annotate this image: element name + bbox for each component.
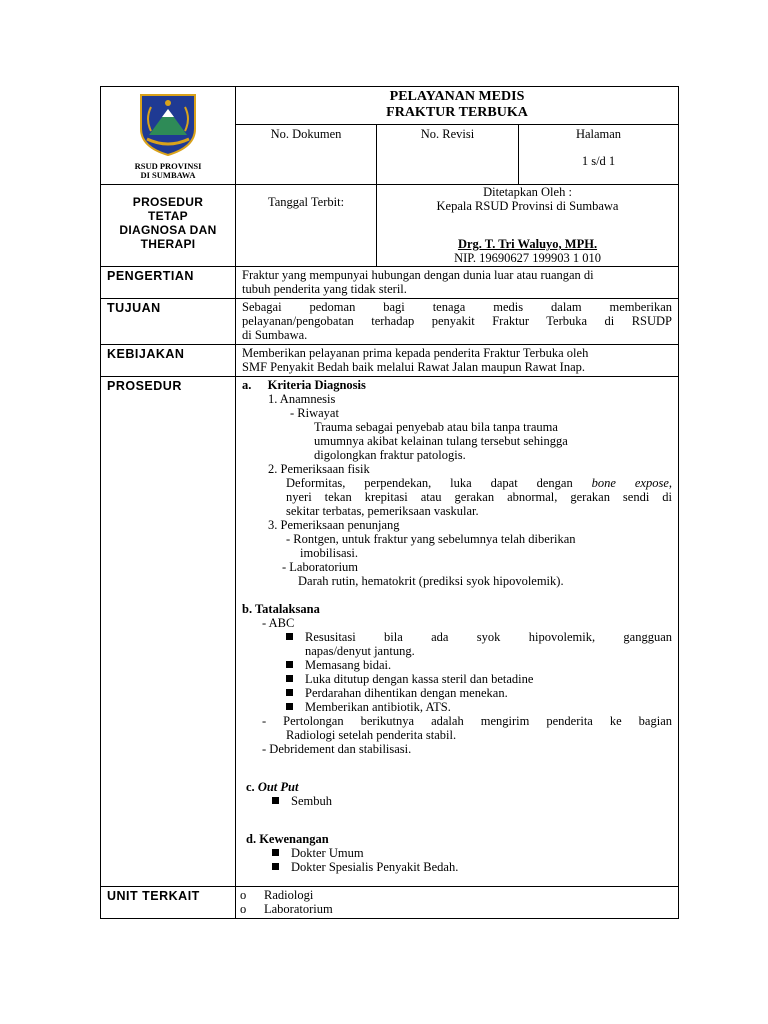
rontgen-line2: imobilisasi. xyxy=(300,546,358,560)
kepala-label: Kepala RSUD Provinsi di Sumbawa xyxy=(436,199,619,213)
bullet-icon xyxy=(272,849,279,856)
penunjang-heading: 3. Pemeriksaan penunjang xyxy=(268,518,400,532)
circle-bullet-icon: o xyxy=(240,888,247,902)
bullet-icon xyxy=(272,863,279,870)
kebijakan-line2: SMF Penyakit Bedah baik melalui Rawat Jalan maupun Rawat Inap. xyxy=(242,360,585,374)
prosedur-tetap-line3: DIAGNOSA DAN xyxy=(119,223,217,237)
title-line1: PELAYANAN MEDIS xyxy=(389,89,525,104)
tanggal-terbit-label: Tanggal Terbit: xyxy=(267,195,345,209)
riwayat-line3: digolongkan fraktur patologis. xyxy=(314,448,466,462)
pf-line1-text: Deformitas, perpendekan, luka dapat dengan xyxy=(286,476,592,490)
abc-item-1-cont: napas/denyut jantung. xyxy=(305,644,415,658)
tujuan-label: TUJUAN xyxy=(101,299,236,345)
kebijakan-line1: Memberikan pelayanan prima kepada penderita Fraktur Terbuka oleh xyxy=(242,346,589,360)
prosedur-tetap-line2: TETAP xyxy=(148,209,188,223)
abc-item-2 xyxy=(242,658,672,672)
section-c-marker: c. xyxy=(246,780,255,794)
abc-heading: - ABC xyxy=(262,616,295,630)
unit-item-2-text: Laboratorium xyxy=(264,902,333,916)
bullet-icon xyxy=(286,675,293,682)
kewenangan-item-2 xyxy=(242,860,672,874)
pf-line1-emphasis: bone expose xyxy=(591,476,669,490)
kebijakan-label: KEBIJAKAN xyxy=(101,345,236,377)
rontgen-line1: - Rontgen, untuk fraktur yang sebelumnya telah diberikan xyxy=(286,532,576,546)
signer-name: Drg. T. Tri Waluyo, MPH. xyxy=(457,237,598,251)
pengertian-content xyxy=(236,267,679,299)
no-dokumen-cell xyxy=(236,125,377,185)
abc-item-5-text: Memberikan antibiotik, ATS. xyxy=(305,700,451,714)
prosedur-tetap-line1: PROSEDUR xyxy=(132,195,204,209)
pemeriksaan-fisik-line2: nyeri tekan krepitasi atau gerakan abnormal, gerakan sendi di xyxy=(286,490,673,504)
bullet-icon xyxy=(272,797,279,804)
pengertian-label: PENGERTIAN xyxy=(101,267,236,299)
pengertian-line1: Fraktur yang mempunyai hubungan dengan dunia luar atau ruangan di xyxy=(242,268,594,282)
pertolongan-line2: Radiologi setelah penderita stabil. xyxy=(286,728,457,742)
pf-line1-post: , xyxy=(668,476,673,490)
sop-document-table xyxy=(100,86,679,919)
abc-item-4-text: Perdarahan dihentikan dengan menekan. xyxy=(305,686,508,700)
abc-item-5 xyxy=(242,700,672,714)
pengertian-line2: tubuh penderita yang tidak steril. xyxy=(242,282,407,296)
tujuan-line3: di Sumbawa. xyxy=(242,328,308,342)
output-item-text: Sembuh xyxy=(291,794,332,808)
prosedur-label: PROSEDUR xyxy=(101,377,236,887)
pemeriksaan-fisik-line3: sekitar terbatas, pemeriksaan vaskular. xyxy=(286,504,479,518)
section-a-marker: a. xyxy=(242,378,252,392)
prosedur-tetap-line4: THERAPI xyxy=(140,237,196,251)
tujuan-line1: Sebagai pedoman bagi tenaga medis dalam memberikan xyxy=(242,300,673,314)
laboratorium-detail: Darah rutin, hematokrit (prediksi syok hipovolemik). xyxy=(298,574,564,588)
abc-item-1-text: Resusitasi bila ada syok hipovolemik, gangguan xyxy=(305,630,673,644)
ditetapkan-cell xyxy=(377,185,679,267)
tanggal-terbit-cell xyxy=(236,185,377,267)
hospital-name-line1: RSUD PROVINSI xyxy=(134,161,202,171)
riwayat-heading: - Riwayat xyxy=(290,406,339,420)
section-a-title: Kriteria Diagnosis xyxy=(267,378,366,392)
abc-item-3 xyxy=(242,672,672,686)
unit-item-2 xyxy=(240,902,672,916)
nip-label: NIP. 19690627 199903 1 010 xyxy=(454,251,601,265)
unit-item-1-text: Radiologi xyxy=(264,888,314,902)
bullet-icon xyxy=(286,703,293,710)
debridement-item: - Debridement dan stabilisasi. xyxy=(262,742,412,756)
anamnesis-heading: 1. Anamnesis xyxy=(268,392,336,406)
unit-item-1 xyxy=(240,888,672,902)
section-d-title: d. Kewenangan xyxy=(246,832,329,846)
document-title-cell xyxy=(236,87,679,125)
unit-terkait-content xyxy=(236,887,679,919)
circle-bullet-icon: o xyxy=(240,902,247,916)
logo-cell xyxy=(101,87,236,185)
kewenangan-item-2-text: Dokter Spesialis Penyakit Bedah. xyxy=(291,860,459,874)
no-revisi-label: No. Revisi xyxy=(420,127,475,141)
abc-item-3-text: Luka ditutup dengan kassa steril dan betadine xyxy=(305,672,534,686)
kebijakan-content xyxy=(236,345,679,377)
hospital-name-line2: DI SUMBAWA xyxy=(140,170,196,180)
halaman-value: 1 s/d 1 xyxy=(581,154,616,168)
section-b-title: b. Tatalaksana xyxy=(242,602,320,616)
tujuan-content xyxy=(236,299,679,345)
section-c-title: Out Put xyxy=(257,780,299,794)
abc-item-4 xyxy=(242,686,672,700)
laboratorium-heading: - Laboratorium xyxy=(282,560,359,574)
riwayat-line1: Trauma sebagai penyebab atau bila tanpa trauma xyxy=(314,420,558,434)
kewenangan-item-1 xyxy=(242,846,672,860)
bullet-icon xyxy=(286,633,293,640)
hospital-logo-icon xyxy=(135,91,201,157)
riwayat-line2: umumnya akibat kelainan tulang tersebut sehingga xyxy=(314,434,568,448)
no-dokumen-label: No. Dokumen xyxy=(270,127,342,141)
abc-item-2-text: Memasang bidai. xyxy=(305,658,392,672)
output-item xyxy=(242,794,672,808)
pemeriksaan-fisik-line1 xyxy=(242,476,672,490)
prosedur-tetap-cell xyxy=(101,185,236,267)
unit-terkait-label: UNIT TERKAIT xyxy=(101,887,236,919)
tujuan-line2: pelayanan/pengobatan terhadap penyakit Fraktur Terbuka di RSUDP xyxy=(242,314,673,328)
pemeriksaan-fisik-heading: 2. Pemeriksaan fisik xyxy=(268,462,370,476)
halaman-cell xyxy=(519,125,679,185)
prosedur-content xyxy=(236,377,679,887)
pertolongan-line1: - Pertolongan berikutnya adalah mengirim penderita ke bagian xyxy=(262,714,673,728)
bullet-icon xyxy=(286,661,293,668)
title-line2: FRAKTUR TERBUKA xyxy=(386,105,528,120)
abc-item-1 xyxy=(242,630,672,644)
no-revisi-cell xyxy=(377,125,519,185)
bullet-icon xyxy=(286,689,293,696)
ditetapkan-label: Ditetapkan Oleh : xyxy=(483,185,572,199)
halaman-label: Halaman xyxy=(575,127,622,141)
kewenangan-item-1-text: Dokter Umum xyxy=(291,846,364,860)
